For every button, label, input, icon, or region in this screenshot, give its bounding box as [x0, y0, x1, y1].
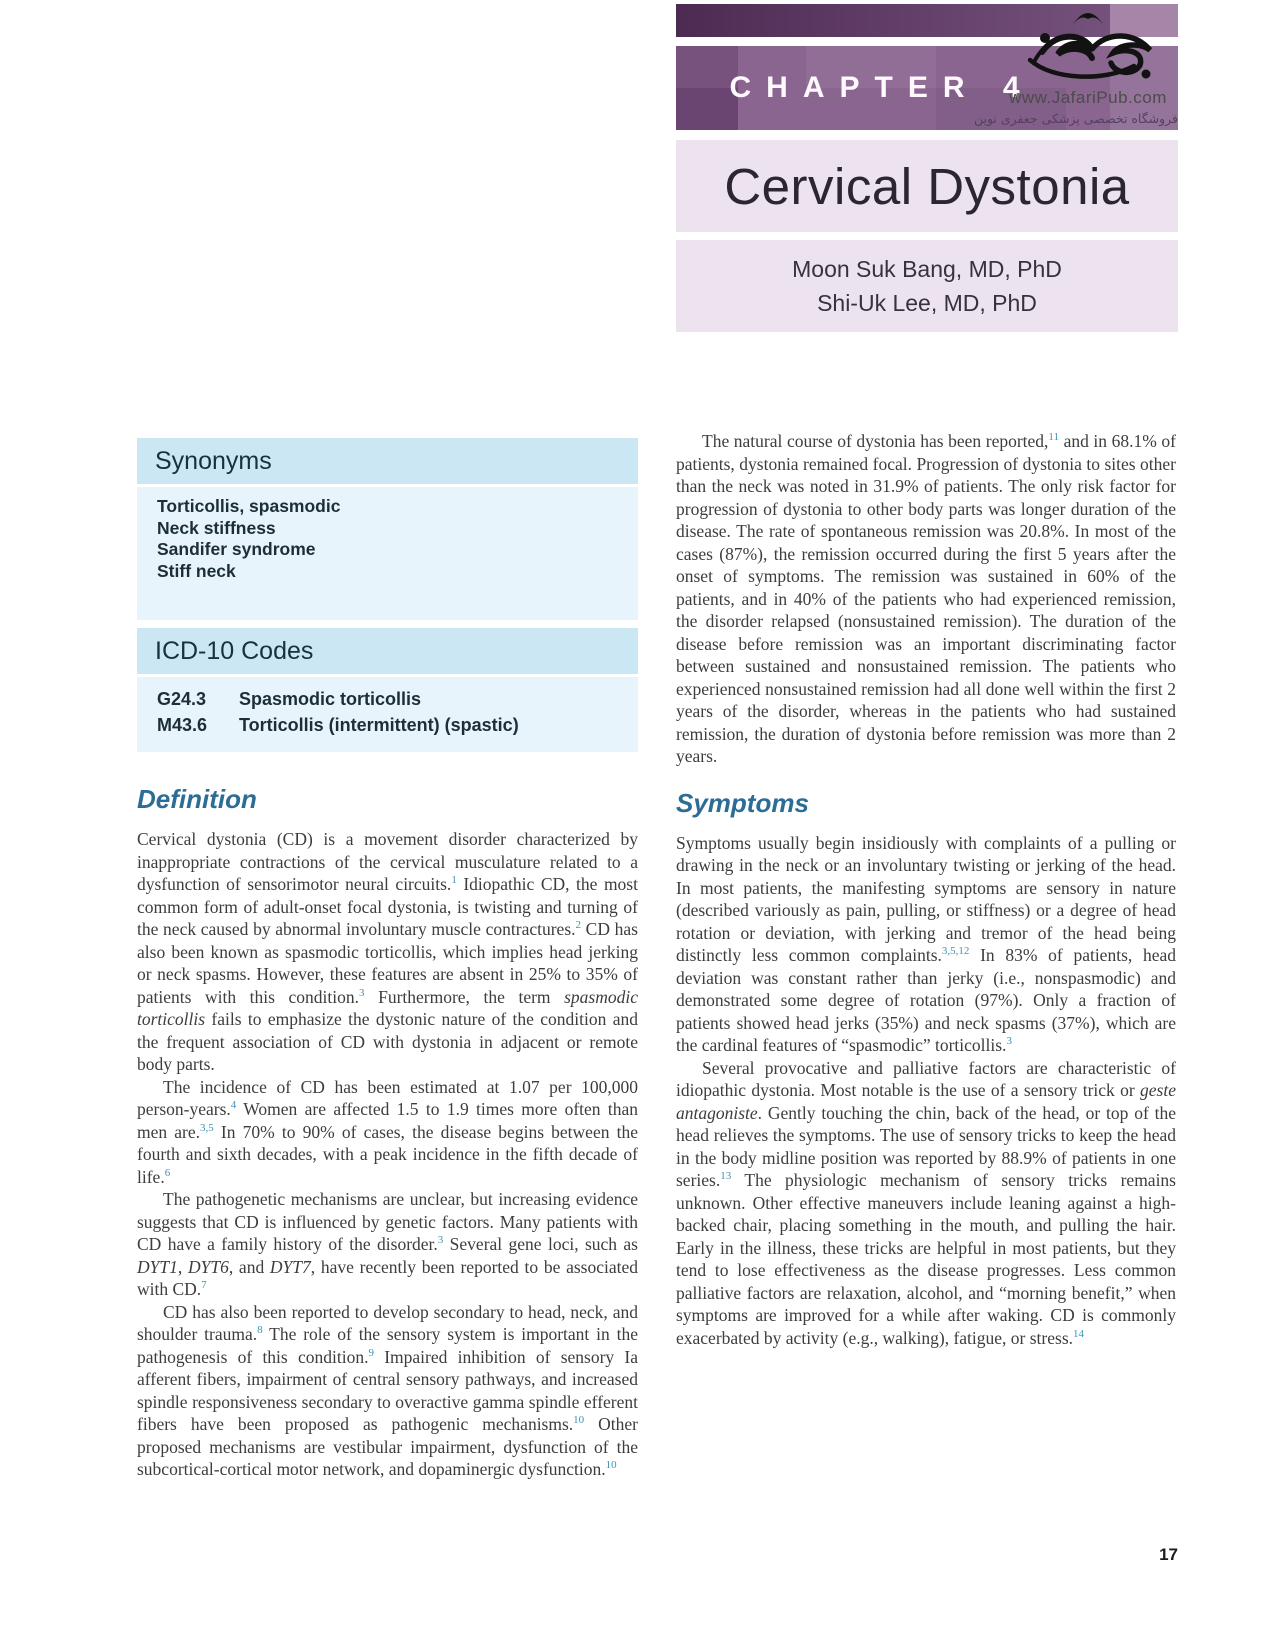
body-paragraph: The incidence of CD has been estimated at 1.07 per 100,000 person-years.$^4$ Women are affected 1.5 to 1.9 times more often than men are.$^{3,5}$ In 70% to 90% of cases, the disease begins between the fourth and sixth decades, with a peak incidence in the fifth decade of life.$^6$	[137, 1076, 638, 1187]
body-paragraph: Symptoms usually begin insidiously with complaints of a pulling or drawing in the neck or an involuntary twisting or jerking of the head. In most patients, the manifesting symptoms are sensory in nature (described variously as pain, pulling, or stiffness) or a degree of head rotation or deviation, with jerking and tremor of the head being distinctly less common complaints.$^{3,5,12}$ In 83% of patients, head deviation was constant rather than jerky (i.e., nonspasmodic) and demonstrated some degree of rotation (97%). Only a fraction of patients showed head jerks (35%) and neck spasms (37%), which are the cardinal features of “spasmodic” torticollis.$^3$	[676, 832, 1176, 1055]
icd10-code: M43.6	[157, 715, 208, 735]
publisher-logo	[973, 2, 1178, 142]
icd10-row	[157, 712, 622, 738]
chapter-title: Cervical Dystonia	[724, 157, 1130, 215]
section-heading-symptoms: Symptoms	[676, 787, 809, 818]
author-name: Shi-Uk Lee, MD, PhD	[817, 289, 1037, 316]
synonyms-heading: Synonyms	[137, 438, 638, 487]
publisher-url: www.JafariPub.com	[1009, 88, 1167, 107]
right-column	[676, 430, 1176, 1349]
icd10-label: Spasmodic torticollis	[239, 689, 422, 709]
box-gap	[137, 620, 638, 628]
publisher-tagline-farsi: فروشگاه تخصصی پزشکی جعفری نوین	[973, 111, 1178, 126]
body-paragraph: CD has also been reported to develop secondary to head, neck, and shoulder trauma.$^8$ The role of the sensory system is important in the pathogenesis of this condition.$^9$ Impaired inhibition of sensory Ia afferent fibers, impairment of central sensory pathways, and increased spindle responsiveness secondary to overactive gamma spindle efferent fibers have been proposed as pathogenic mechanisms.$^{10}$ Other proposed mechanisms are vestibular impairment, dysfunction of the subcortical-cortical motor network, and dopaminergic dysfunction.$^{10}$	[137, 1301, 638, 1479]
page-number: 17	[1159, 1545, 1178, 1564]
synonym-item: Stiff neck	[157, 560, 236, 581]
synonym-item: Torticollis, spasmodic	[157, 496, 341, 516]
body-paragraph: Several provocative and palliative factors are characteristic of idiopathic dystonia. Most notable is the use of a sensory trick or geste antagoniste. Gently touching the chin, back of the head, or top of the head relieves the symptoms. The use of sensory tricks to keep the head in the body midline position was reported by 88.9% of patients in one series.$^{13}$ The physiologic mechanism of sensory tricks remains unknown. Other effective maneuvers include leaning against a high-backed chair, placing something in the mouth, and pulling the hair. Early in the illness, these tricks are helpful in most patients, but they tend to lose effectiveness as the disease progresses. Less common palliative factors are relaxation, alcohol, and “morning benefit,” when symptoms are improved for a while after waking. CD is commonly exacerbated by activity (e.g., walking), fatigue, or stress.$^{14}$	[676, 1057, 1176, 1348]
body-paragraph: Cervical dystonia (CD) is a movement disorder characterized by inappropriate contractions of the cervical musculature related to a dysfunction of sensorimotor neural circuits.$^1$ Idiopathic CD, the most common form of adult-onset focal dystonia, is twisting and turning of the neck caused by abnormal involuntary muscle contractures.$^2$ CD has also been known as spasmodic torticollis, which implies head jerking or neck spasms. However, these features are absent in 25% to 35% of patients with this condition.$^3$ Furthermore, the term spasmodic torticollis fails to emphasize the dystonic nature of the condition and the frequent association of CD with dystonia in adjacent or remote body parts.	[137, 829, 638, 1074]
icd10-row	[157, 686, 622, 712]
calligraphy-logo-icon	[1012, 2, 1164, 94]
icd10-heading: ICD-10 Codes	[137, 628, 638, 677]
authors-box	[676, 240, 1178, 332]
left-column	[137, 438, 638, 1481]
synonyms-box	[137, 438, 638, 620]
synonym-item: Sandifer syndrome	[157, 539, 316, 559]
body-paragraph: The pathogenetic mechanisms are unclear, but increasing evidence suggests that CD is influenced by genetic factors. Many patients with CD have a family history of the disorder.$^3$ Several gene loci, such as DYT1, DYT6, and DYT7, have recently been reported to be associated with CD.$^7$	[137, 1189, 638, 1299]
synonym-item: Neck stiffness	[157, 517, 276, 538]
author-name: Moon Suk Bang, MD, PhD	[792, 255, 1062, 282]
synonyms-list	[137, 487, 638, 620]
icd10-code: G24.3	[157, 689, 207, 709]
section-heading-definition: Definition	[137, 784, 257, 814]
icd10-list	[137, 677, 638, 752]
body-paragraph: The natural course of dystonia has been reported,$^{11}$ and in 68.1% of patients, dystonia remained focal. Progression of dystonia to sites other than the neck was noted in 31.9% of patients. The only risk factor for progression of dystonia to other body parts was longer duration of the disease. The rate of spontaneous remission was 20.8%. In most of the cases (87%), the remission occurred during the first 5 years after the onset of symptoms. The remission was sustained in 60% of the patients, and in 40% of the patients who had experienced remission, the disorder relapsed (nonsustained remission). The duration of the disease before remission was an important discriminating factor between sustained and nonsustained remission. The patients who experienced nonsustained remission had all done well within the first 2 years of the disorder, whereas in the patients who had sustained remission, the duration of dystonia before remission was more than 2 years.	[676, 431, 1176, 766]
icd10-box	[137, 628, 638, 752]
icd10-label: Torticollis (intermittent) (spastic)	[239, 715, 519, 735]
chapter-label: CHAPTER 4	[729, 71, 1035, 104]
chapter-title-box	[676, 140, 1178, 232]
